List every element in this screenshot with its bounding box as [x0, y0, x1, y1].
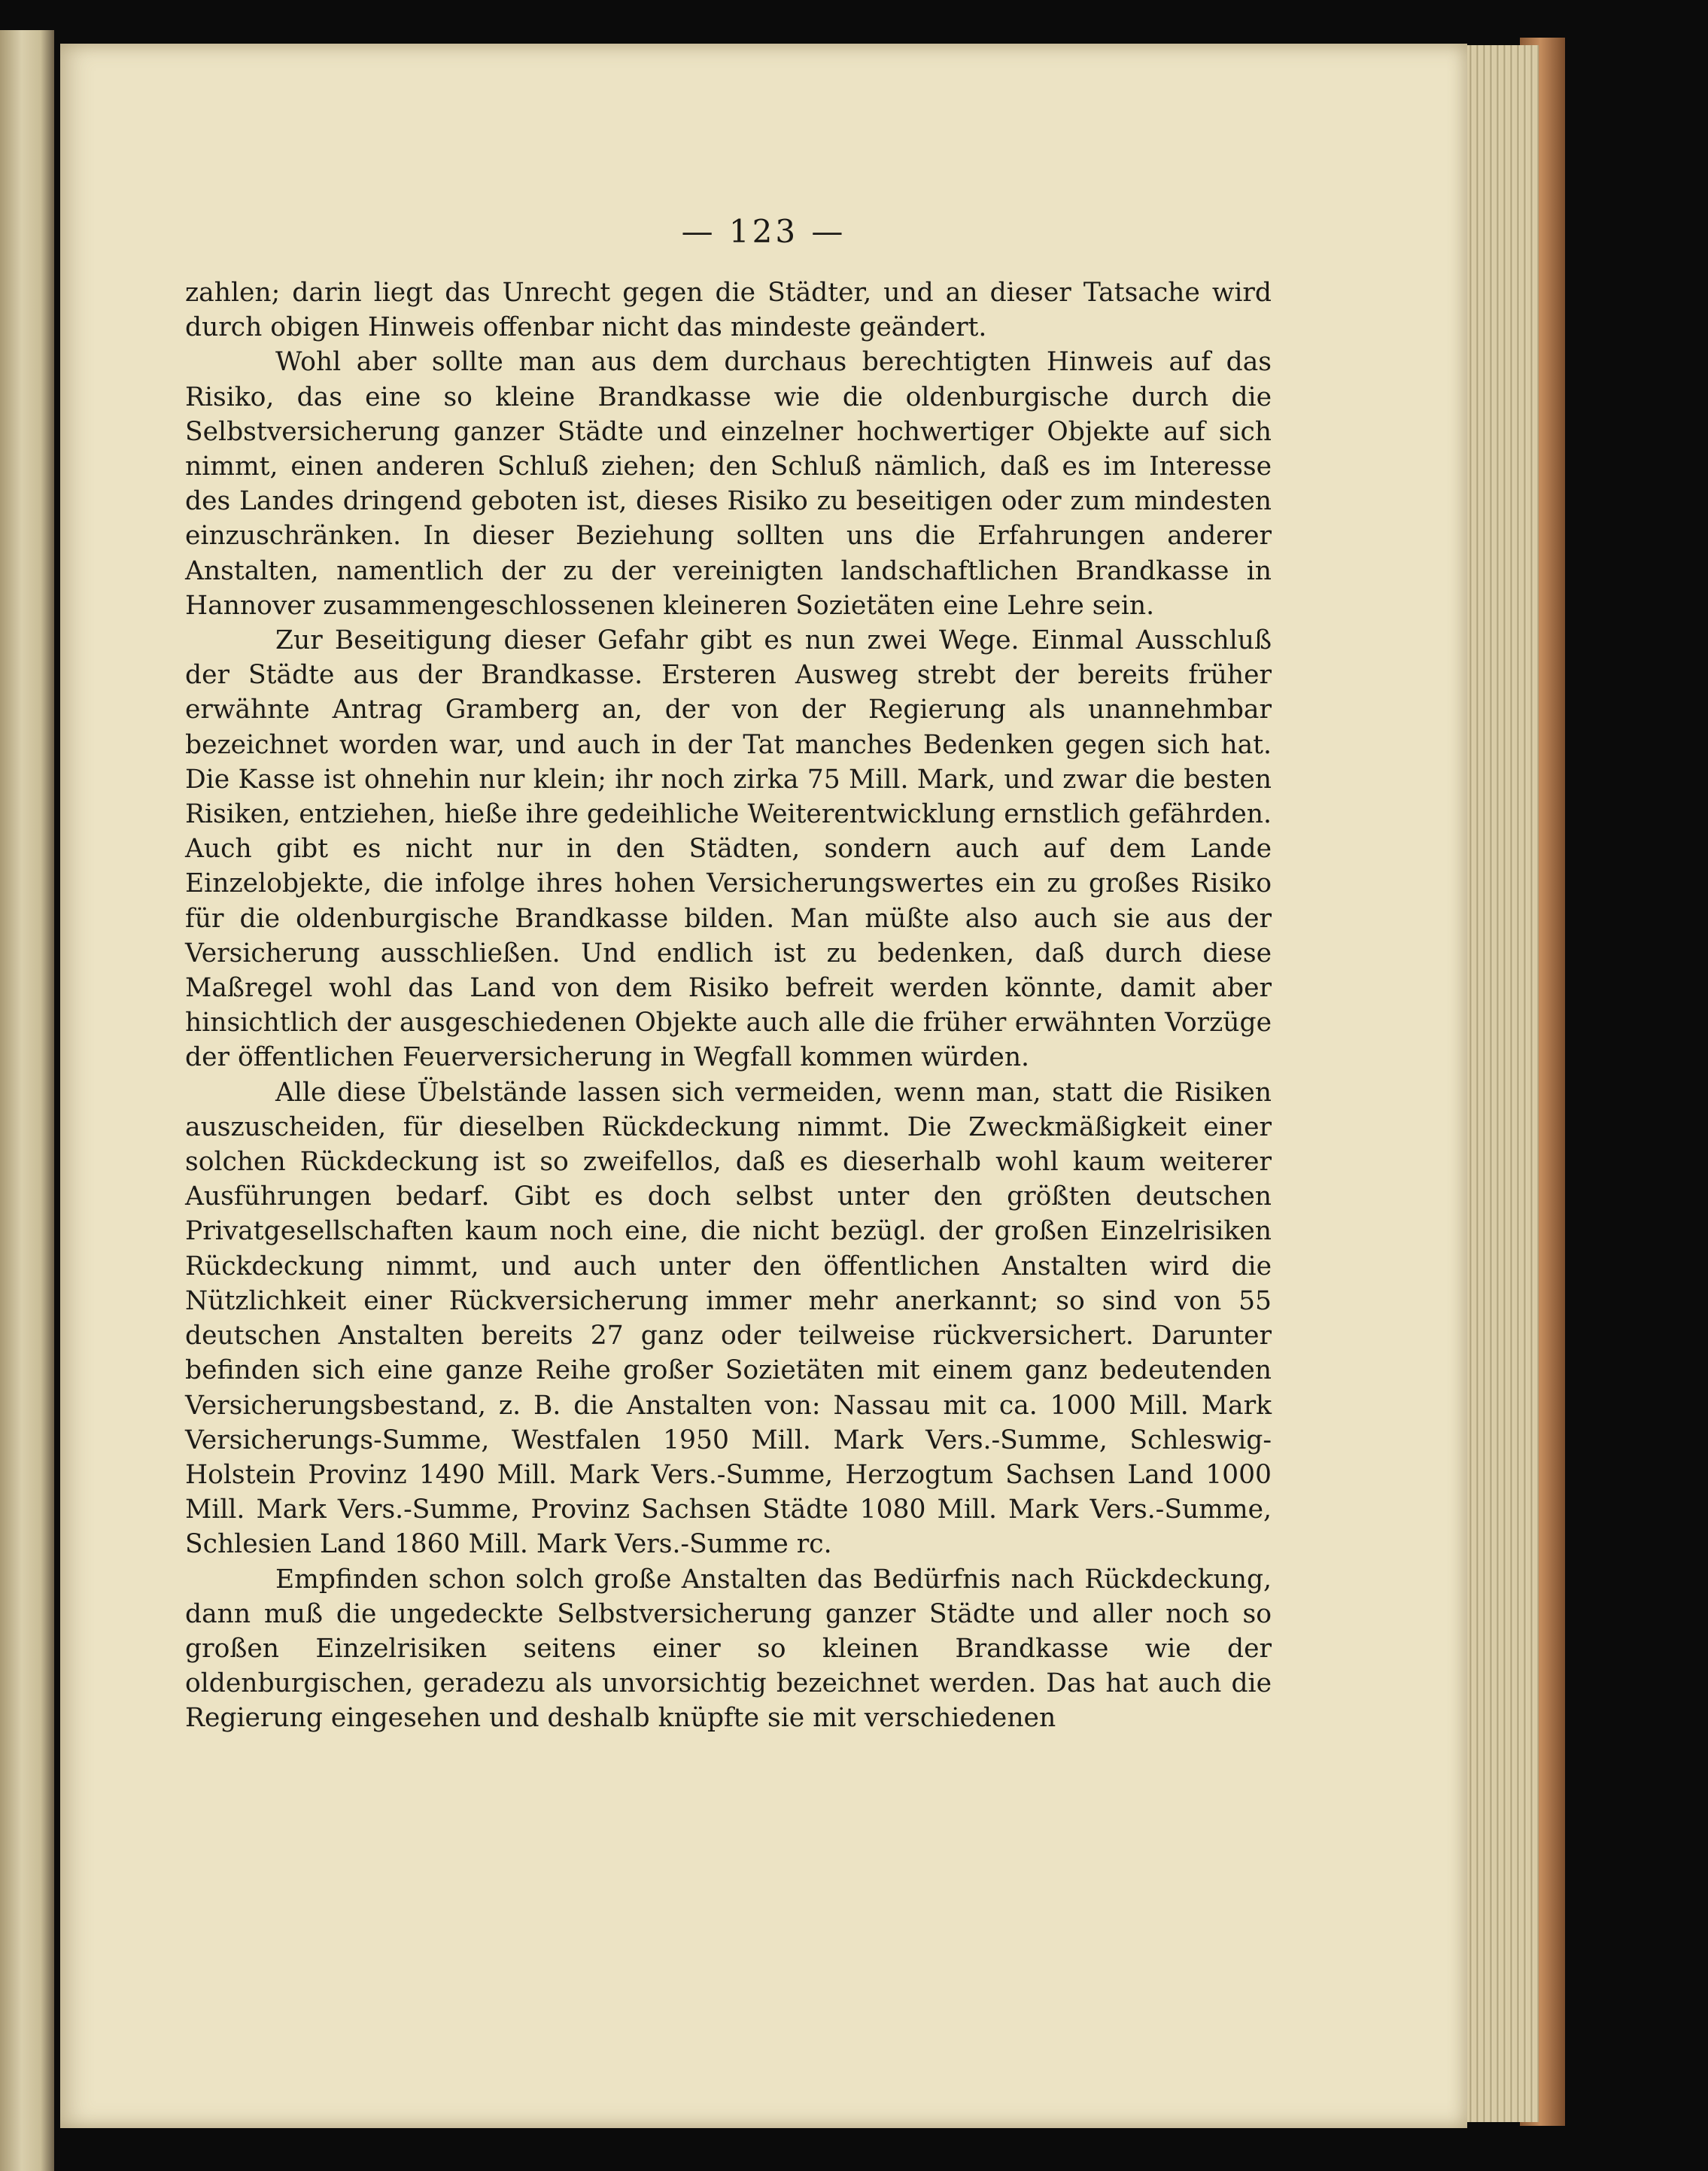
- page-number: [60, 213, 1467, 250]
- paragraph-5: Empfinden schon solch große Anstalten das Bedürfnis nach Rückdeckung, dann muß die ungedeckte Selbstversicherung ganzer Städte und aller noch so großen Einzelrisiken seitens einer so kleinen Brandkasse wie der oldenburgischen, geradezu als unvorsichtig bezeichnet werden. Das hat auch die Regierung eingesehen und deshalb knüpfte sie mit verschiedenen: [185, 1564, 1272, 1734]
- paragraph-4: Alle diese Übelstände lassen sich vermeiden, wenn man, statt die Risiken auszuscheiden, für dieselben Rückdeckung nimmt. Die Zweckmäßigkeit einer solchen Rückdeckung ist so zweifellos, daß es dieserhalb wohl kaum weiterer Ausführungen bedarf. Gibt es doch selbst unter den größten deutschen Privatgesellschaften kaum noch eine, die nicht bezügl. der großen Einzelrisiken Rückdeckung nimmt, und auch unter den öffentlichen Anstalten wird die Nützlichkeit einer Rückversicherung immer mehr anerkannt; so sind von 55 deutschen Anstalten bereits 27 ganz oder teilweise rückversichert. Darunter befinden sich eine ganze Reihe großer Sozietäten mit einem ganz bedeutenden Versicherungsbestand, z. B. die Anstalten von: Nassau mit ca. 1000 Mill. Mark Versicherungs-Summe, Westfalen 1950 Mill. Mark Vers.-Summe, Schleswig-Holstein Provinz 1490 Mill. Mark Vers.-Summe, Herzogtum Sachsen Land 1000 Mill. Mark Vers.-Summe, Provinz Sachsen Städte 1080 Mill. Mark Vers.-Summe, Schlesien Land 1860 Mill. Mark Vers.-Summe rc.: [185, 1077, 1272, 1560]
- paragraph-3: Zur Beseitigung dieser Gefahr gibt es nun zwei Wege. Einmal Ausschluß der Städte aus der Brandkasse. Ersteren Ausweg strebt der bereits früher erwähnte Antrag Gramberg an, der von der Regierung als unannehmbar bezeichnet worden war, und auch in der Tat manches Bedenken gegen sich hat. Die Kasse ist ohnehin nur klein; ihr noch zirka 75 Mill. Mark, und zwar die besten Risiken, entziehen, hieße ihre gedeihliche Weiterentwicklung ernstlich gefährden. Auch gibt es nicht nur in den Städten, sondern auch auf dem Lande Einzelobjekte, die infolge ihres hohen Versicherungswertes ein zu großes Risiko für die oldenburgische Brandkasse bilden. Man müßte also auch sie aus der Versicherung ausschließen. Und endlich ist zu bedenken, daß durch diese Maßregel wohl das Land von dem Risiko befreit werden könnte, damit aber hinsichtlich der ausgeschiedenen Objekte auch alle die früher erwähnten Vorzüge der öffentlichen Feuerversicherung in Wegfall kommen würden.: [185, 625, 1272, 1073]
- body-text: [185, 275, 1272, 1736]
- paragraph-1: zahlen; darin liegt das Unrecht gegen die Städter, und an dieser Tatsache wird durch obigen Hinweis offenbar nicht das mindeste geändert.: [185, 278, 1272, 343]
- left-page-edge: [0, 30, 54, 2171]
- paragraph-2: Wohl aber sollte man aus dem durchaus berechtigten Hinweis auf das Risiko, das eine so kleine Brandkasse wie die oldenburgische durch die Selbstversicherung ganzer Städte und einzelner hochwertiger Objekte auf sich nimmt, einen anderen Schluß ziehen; den Schluß nämlich, daß es im Interesse des Landes dringend geboten ist, dieses Risiko zu beseitigen oder zum mindesten einzuschränken. In dieser Beziehung sollten uns die Erfahrungen anderer Anstalten, namentlich der zu der vereinigten landschaftlichen Brandkasse in Hannover zusammengeschlossenen kleineren Sozietäten eine Lehre sein.: [185, 347, 1272, 621]
- book-page: [60, 44, 1467, 2128]
- page-number-text: — 123 —: [681, 213, 846, 250]
